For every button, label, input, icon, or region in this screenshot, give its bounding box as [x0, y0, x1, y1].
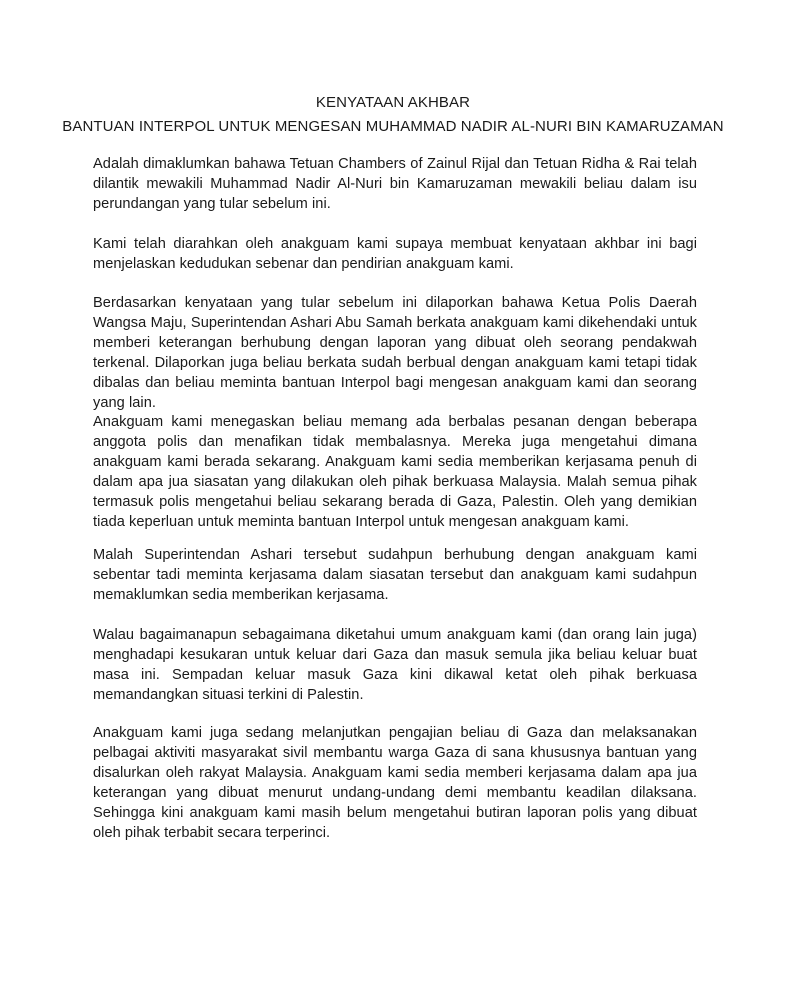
paragraph-4: Anakguam kami menegaskan beliau memang ada berbalas pesanan dengan beberapa anggota polis dan menafikan tidak membalasnya. Mereka juga mengetahui dimana anakguam kami berada sekarang. Anakguam kami sedia memberikan kerjasama penuh di dalam apa jua siasatan yang dilakukan oleh pihak berkuasa Malaysia. Malah semua pihak termasuk polis mengetahui beliau sekarang berada di Gaza, Palestin. Oleh yang demikian tiada keperluan untuk meminta bantuan Interpol untuk mengesan anakguam kami.	[93, 414, 697, 530]
paragraph-1: Adalah dimaklumkan bahawa Tetuan Chambers of Zainul Rijal dan Tetuan Ridha & Rai telah dilantik mewakili Muhammad Nadir Al-Nuri bin Kamaruzaman mewakili beliau dalam isu perundangan yang tular sebelum ini.	[93, 156, 697, 212]
document-title: KENYATAAN AKHBAR	[315, 94, 471, 111]
paragraph-7: Anakguam kami juga sedang melanjutkan pengajian beliau di Gaza dan melaksanakan pelbagai aktiviti masyarakat sivil membantu warga Gaza di sana khususnya bantuan yang disalurkan oleh rakyat Malaysia. Anakguam kami sedia memberi kerjasama dalam apa jua keterangan yang dibuat menurut undang-undang demi membantu keadilan dilaksana. Sehingga kini anakguam kami masih belum mengetahui butiran laporan polis yang dibuat oleh pihak terbabit secara terperinci.	[93, 725, 697, 841]
paragraph-3: Berdasarkan kenyataan yang tular sebelum ini dilaporkan bahawa Ketua Polis Daerah Wangsa Maju, Superintendan Ashari Abu Samah berkata anakguam kami dikehendaki untuk memberi keterangan berhubung dengan laporan yang dibuat oleh seorang pendakwah terkenal. Dilaporkan juga beliau berkata sudah berbual dengan anakguam kami tetapi tidak dibalas dan beliau meminta bantuan Interpol bagi mengesan anakguam kami dan seorang yang lain.	[93, 295, 697, 411]
paragraph-2: Kami telah diarahkan oleh anakguam kami supaya membuat kenyataan akhbar ini bagi menjelaskan kedudukan sebenar dan pendirian anakguam kami.	[93, 236, 697, 272]
paragraph-6: Walau bagaimanapun sebagaimana diketahui umum anakguam kami (dan orang lain juga) menghadapi kesukaran untuk keluar dari Gaza dan masuk semula jika beliau keluar buat masa ini. Sempadan keluar masuk Gaza kini dikawal ketat oleh pihak berkuasa memandangkan situasi terkini di Palestin.	[93, 627, 697, 703]
document-subtitle: BANTUAN INTERPOL UNTUK MENGESAN MUHAMMAD NADIR AL-NURI BIN KAMARUZAMAN	[62, 118, 724, 135]
paragraph-5: Malah Superintendan Ashari tersebut sudahpun berhubung dengan anakguam kami sebentar tadi meminta kerjasama dalam siasatan tersebut dan anakguam kami sudahpun memaklumkan sedia memberikan kerjasama.	[93, 547, 697, 603]
